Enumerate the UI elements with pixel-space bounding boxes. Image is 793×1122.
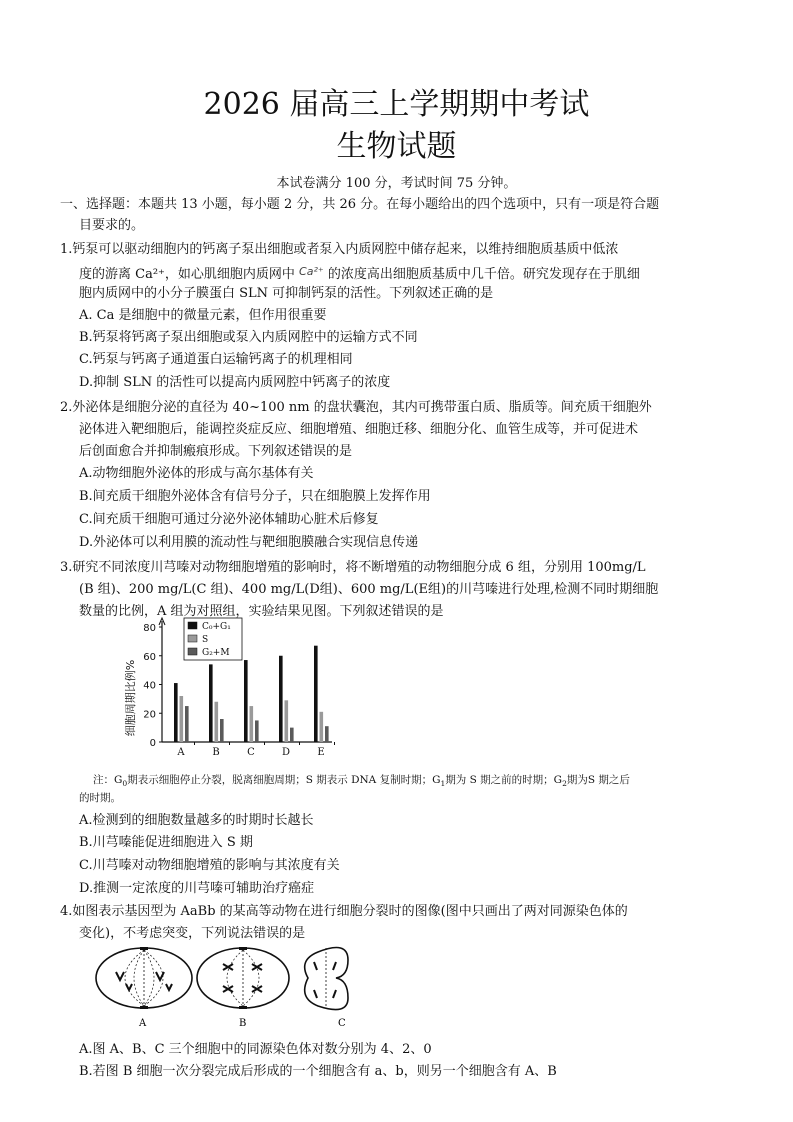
- cell-division-diagram: [86, 940, 386, 1032]
- chart-bar: [174, 683, 178, 742]
- q4-option-a: A.图 A、B、C 三个细胞中的同源染色体对数分别为 4、2、0: [79, 1042, 432, 1057]
- section-heading: 一、选择题：本题共 13 小题，每小题 2 分，共 26 分。在每小题给出的四个选项中，只有一项是符合题: [60, 197, 660, 212]
- q4-stem-line2: 变化)，不考虑突变，下列说法错误的是: [79, 926, 306, 941]
- q2-option-b: B.间充质干细胞外泌体含有信号分子，只在细胞膜上发挥作用: [79, 489, 431, 504]
- chart-legend-swatch: [188, 622, 197, 629]
- chart-legend-label: C₀+G₁: [202, 622, 231, 632]
- cell-label-c: C: [338, 1018, 346, 1029]
- subject-title: 生物试题: [336, 129, 457, 164]
- q1-option-d: D.抑制 SLN 的活性可以提高内质网腔中钙离子的浓度: [79, 375, 391, 390]
- q2-stem-line1: 2.外泌体是细胞分泌的直径为 40~100 nm 的盘状囊泡，其内可携带蛋白质、脂质等。间充质干细胞外: [60, 400, 652, 415]
- chart-bar: [314, 646, 318, 742]
- cell-label-a: A: [139, 1018, 147, 1029]
- section-heading-cont: 目要求的。: [79, 218, 145, 233]
- chart-legend-swatch: [188, 648, 197, 655]
- q4-stem-line1: 4.如图表示基因型为 AaBb 的某高等动物在进行细胞分裂时的图像(图中只画出了两对同源染色体的: [60, 904, 628, 919]
- chart-bar: [220, 719, 224, 742]
- cell-cycle-bar-chart: [110, 612, 350, 764]
- chart-ylabel: 细胞周期比例%: [124, 659, 137, 737]
- chart-category-label: A: [177, 747, 185, 758]
- chart-category-label: C: [247, 747, 255, 758]
- q2-option-c: C.间充质干细胞可通过分泌外泌体辅助心脏术后修复: [79, 512, 379, 527]
- q1-stem-line1: 1.钙泵可以驱动细胞内的钙离子泵出细胞或者泵入内质网腔中储存起来，以维持细胞质基质中低浓: [60, 242, 619, 257]
- chart-category-label: D: [281, 747, 291, 758]
- q1-option-b: B.钙泵将钙离子泵出细胞或泵入内质网腔中的运输方式不同: [79, 330, 418, 345]
- exam-info: 本试卷满分 100 分，考试时间 75 分钟。: [276, 176, 517, 191]
- q1-option-a: A. Ca 是细胞中的微量元素，但作用很重要: [79, 308, 327, 323]
- calcium-ion-image: Ca²⁺: [299, 265, 324, 278]
- chart-bar: [244, 660, 248, 742]
- chart-y-tick-label: 20: [143, 709, 156, 721]
- cell-b-figure: [197, 947, 289, 1009]
- chart-bar: [255, 720, 259, 742]
- chart-legend-label: S: [202, 635, 209, 645]
- chart-axes: [143, 618, 334, 758]
- chart-bar: [250, 706, 254, 742]
- q4-option-b: B.若图 B 细胞一次分裂完成后形成的一个细胞含有 a、b，则另一个细胞含有 A、B: [79, 1064, 557, 1079]
- chart-bar: [215, 702, 219, 742]
- chart-category-label: E: [317, 747, 325, 758]
- q2-option-d: D.外泌体可以利用膜的流动性与靶细胞膜融合实现信息传递: [79, 535, 419, 550]
- q1-stem-line2a: 度的游离 Ca²⁺，如心肌细胞内质网中: [79, 267, 295, 282]
- chart-bar: [279, 656, 283, 742]
- q1-stem-line2b: 的浓度高出细胞质基质中几千倍。研究发现存在于肌细: [327, 267, 640, 282]
- q1-option-c: C.钙泵与钙离子通道蛋白运输钙离子的机理相同: [79, 352, 353, 367]
- exam-title: 2026 届高三上学期期中考试: [203, 87, 590, 122]
- chart-category-label: B: [212, 747, 220, 758]
- chart-bar: [185, 706, 189, 742]
- q3-stem-line1: 3.研究不同浓度川芎嗪对动物细胞增殖的影响时，将不断增殖的动物细胞分成 6 组，分别用 100mg/L: [60, 560, 646, 575]
- q1-stem-line3: 胞内质网中的小分子膜蛋白 SLN 可抑制钙泵的活性。下列叙述正确的是: [79, 286, 494, 301]
- chart-y-tick-label: 0: [149, 738, 156, 749]
- chart-legend-swatch: [188, 635, 197, 642]
- cell-a-figure: [96, 947, 192, 1009]
- q3-option-c: C.川芎嗪对动物细胞增殖的影响与其浓度有关: [79, 858, 340, 873]
- cell-label-b: B: [239, 1018, 247, 1029]
- q2-stem-line3: 后创面愈合并抑制瘢痕形成。下列叙述错误的是: [79, 444, 353, 459]
- chart-legend-label: G₂+M: [202, 648, 230, 658]
- chart-y-tick-label: 60: [143, 651, 156, 663]
- chart-bar: [320, 712, 324, 742]
- q3-option-b: B.川芎嗪能促进细胞进入 S 期: [79, 835, 253, 850]
- q3-option-a: A.检测到的细胞数量越多的时期时长越长: [79, 813, 314, 828]
- q1-stem-line2: [79, 262, 640, 285]
- chart-bar: [180, 696, 184, 742]
- chart-y-tick-label: 80: [143, 623, 156, 634]
- q3-stem-line3: 数量的比例，A 组为对照组，实验结果见图。下列叙述错误的是: [79, 604, 444, 619]
- chart-y-tick-label: 40: [143, 680, 156, 692]
- cell-c-figure: [305, 948, 348, 1010]
- q2-stem-line2: 泌体进入靶细胞后，能调控炎症反应、细胞增殖、细胞迁移、细胞分化、血管生成等，并可促进术: [79, 422, 639, 437]
- chart-bar: [285, 700, 289, 742]
- q2-option-a: A.动物细胞外泌体的形成与高尔基体有关: [79, 466, 314, 481]
- q3-stem-line2: (B 组)、200 mg/L(C 组)、400 mg/L(D组)、600 mg/L(E组)的川芎嗪进行处理,检测不同时期细胞: [79, 582, 659, 597]
- q3-option-d: D.推测一定浓度的川芎嗪可辅助治疗癌症: [79, 881, 315, 896]
- q3-chart-note-cont: 的时期。: [79, 792, 121, 804]
- q3-chart-note: 注：$G_0$期表示细胞停止分裂，脱离细胞周期；S 期表示 DNA 复制时期；$G_1$期为 S 期之前的时期；$G_2$期为S 期之后: [93, 774, 630, 789]
- chart-bar: [290, 728, 294, 742]
- chart-legend: [184, 618, 242, 660]
- chart-bar: [325, 726, 329, 742]
- chart-bar: [209, 664, 213, 742]
